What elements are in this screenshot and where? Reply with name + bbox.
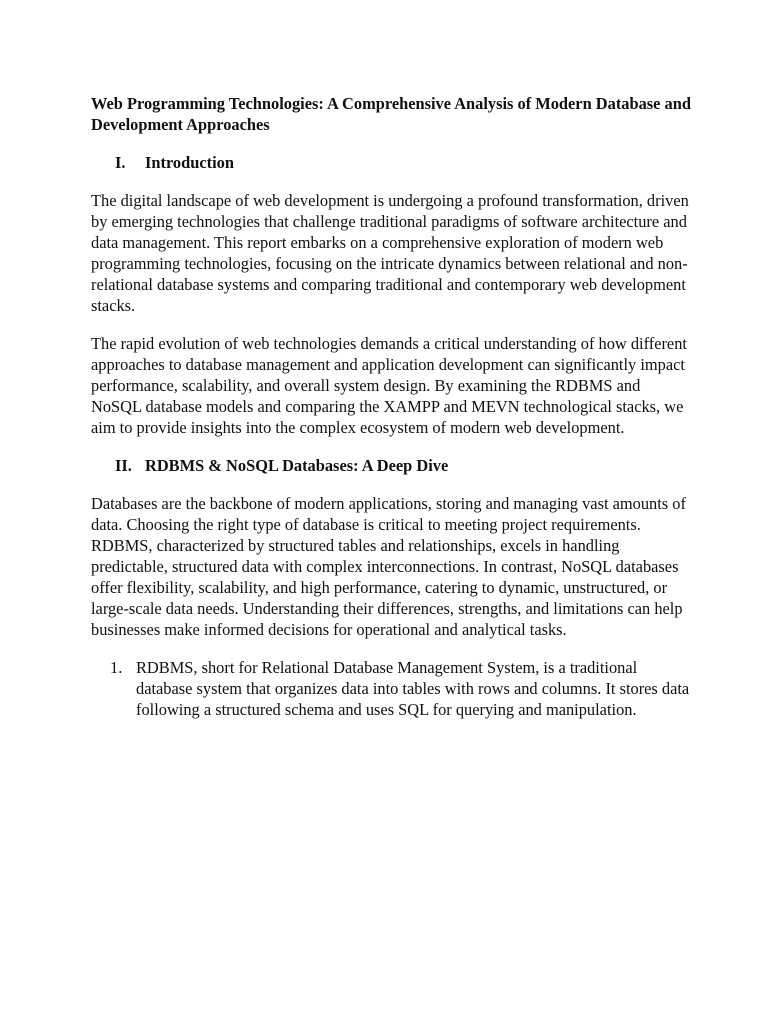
paragraph: The digital landscape of web development is undergoing a profound transformation, driven by emerging technologies that challenge traditional paradigms of software architecture and data management. This report embarks on a comprehensive exploration of modern web programming technologies, focusing on the intricate dynamics between relational and non-relational database systems and comparing traditional and contemporary web development stacks.	[91, 191, 689, 315]
list-marker: 1.	[110, 658, 123, 677]
list-item-text: RDBMS, short for Relational Database Management System, is a traditional database system that organizes data into tables with rows and columns. It stores data following a structured schema and uses SQL for querying and manipulation.	[136, 658, 690, 719]
paragraph: Databases are the backbone of modern applications, storing and managing vast amounts of data. Choosing the right type of database is critical to meeting project requirements. RDBMS, characterized by structured tables and relationships, excels in handling predictable, structured data with complex interconnections. In contrast, NoSQL databases offer flexibility, scalability, and high performance, catering to dynamic, unstructured, or large-scale data needs. Understanding their differences, strengths, and limitations can help businesses make informed decisions for operational and analytical tasks.	[91, 494, 686, 639]
section-number: I.	[115, 153, 126, 172]
list-item	[91, 657, 691, 720]
section-title: RDBMS & NoSQL Databases: A Deep Dive	[145, 456, 449, 475]
paragraph: The rapid evolution of web technologies demands a critical understanding of how different approaches to database management and application development can significantly impact performance, scalability, and overall system design. By examining the RDBMS and NoSQL database models and comparing the XAMPP and MEVN technological stacks, we aim to provide insights into the complex ecosystem of modern web development.	[91, 334, 687, 437]
section-heading-databases	[91, 455, 691, 476]
section-title: Introduction	[145, 153, 234, 172]
document-page	[91, 93, 691, 720]
section-heading-introduction	[91, 152, 691, 173]
document-title: Web Programming Technologies: A Comprehensive Analysis of Modern Database and Development Approaches	[91, 94, 691, 134]
section-number: II.	[115, 456, 132, 475]
numbered-list	[91, 657, 691, 720]
